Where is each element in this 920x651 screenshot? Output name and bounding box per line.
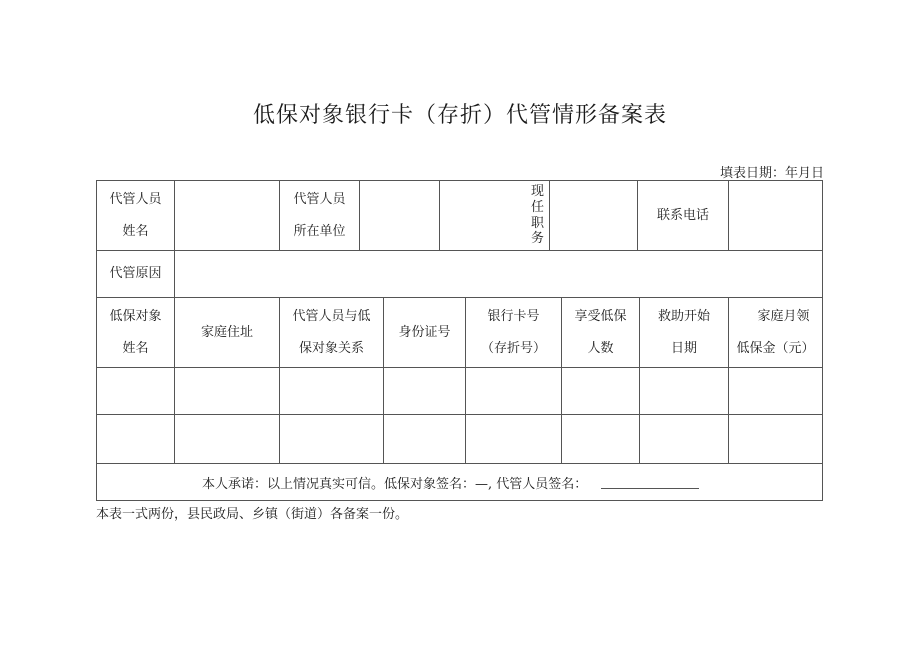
- recipient-name-header: [97, 298, 175, 368]
- pledge-text: 本人承诺：以上情况真实可信。低保对象签名：—, 代管人员签名：: [202, 476, 588, 492]
- filing-form-table: [96, 180, 823, 501]
- persons-header: [562, 298, 640, 368]
- agent-unit-line2: 所在单位: [293, 223, 346, 239]
- id-number-header: [384, 298, 466, 368]
- contact-phone-label: 联系电话: [656, 207, 709, 223]
- data-row2-recipient-name[interactable]: [97, 415, 175, 464]
- address-label: 家庭住址: [200, 324, 253, 340]
- fill-date-label: 填表日期：年月日: [719, 166, 824, 181]
- footer-note: 本表一式两份，县民政局、乡镇（街道）各备案一份。: [96, 507, 409, 522]
- data-row2-monthly-allowance[interactable]: [729, 415, 822, 464]
- agent-unit-header: [280, 181, 360, 251]
- form-title: 低保对象银行卡（存折）代管情形备案表: [252, 103, 667, 128]
- address-header: [175, 298, 280, 368]
- current-post-header: [440, 181, 550, 251]
- relation-line1: 代管人员与低: [292, 308, 371, 324]
- recipient-name-line2: 姓名: [122, 340, 149, 356]
- recipient-name-line1: 低保对象: [109, 308, 162, 324]
- start-date-header: [640, 298, 729, 368]
- data-row2-address[interactable]: [175, 415, 280, 464]
- agent-name-line1: 代管人员: [109, 191, 162, 207]
- data-row1-persons[interactable]: [562, 368, 640, 415]
- agent-signature-line[interactable]: [601, 476, 699, 489]
- monthly-allowance-header: [729, 298, 822, 368]
- contact-phone-field[interactable]: [729, 181, 822, 251]
- current-post-field[interactable]: [550, 181, 638, 251]
- data-row2-relation[interactable]: [280, 415, 384, 464]
- bank-card-line1: 银行卡号: [487, 308, 540, 324]
- data-row1-start-date[interactable]: [640, 368, 729, 415]
- id-number-label: 身份证号: [398, 324, 451, 340]
- agent-name-header: [97, 181, 175, 251]
- monthly-allowance-line2: 低保金（元）: [736, 340, 815, 356]
- agent-unit-field[interactable]: [360, 181, 440, 251]
- reason-field[interactable]: [175, 251, 822, 298]
- reason-header: [97, 251, 175, 298]
- data-row1-monthly-allowance[interactable]: [729, 368, 822, 415]
- data-row1-recipient-name[interactable]: [97, 368, 175, 415]
- agent-unit-line1: 代管人员: [293, 191, 346, 207]
- data-row1-id-number[interactable]: [384, 368, 466, 415]
- data-row2-start-date[interactable]: [640, 415, 729, 464]
- data-row1-relation[interactable]: [280, 368, 384, 415]
- agent-name-line2: 姓名: [122, 223, 149, 239]
- relation-line2: 保对象关系: [298, 340, 364, 356]
- agent-name-field[interactable]: [175, 181, 280, 251]
- data-row1-bank-card[interactable]: [466, 368, 562, 415]
- pledge-row: [97, 464, 822, 500]
- contact-phone-header: [638, 181, 729, 251]
- persons-line1: 享受低保: [574, 308, 627, 324]
- data-row2-bank-card[interactable]: [466, 415, 562, 464]
- monthly-allowance-line1: 家庭月领: [757, 308, 810, 324]
- bank-card-line2: （存折号）: [480, 340, 546, 356]
- reason-label: 代管原因: [109, 266, 162, 282]
- start-date-line2: 日期: [670, 340, 697, 356]
- data-row1-address[interactable]: [175, 368, 280, 415]
- start-date-line1: 救助开始: [657, 308, 710, 324]
- relation-header: [280, 298, 384, 368]
- bank-card-header: [466, 298, 562, 368]
- current-post-label: 现任职务: [530, 184, 544, 247]
- data-row2-id-number[interactable]: [384, 415, 466, 464]
- persons-line2: 人数: [587, 340, 614, 356]
- data-row2-persons[interactable]: [562, 415, 640, 464]
